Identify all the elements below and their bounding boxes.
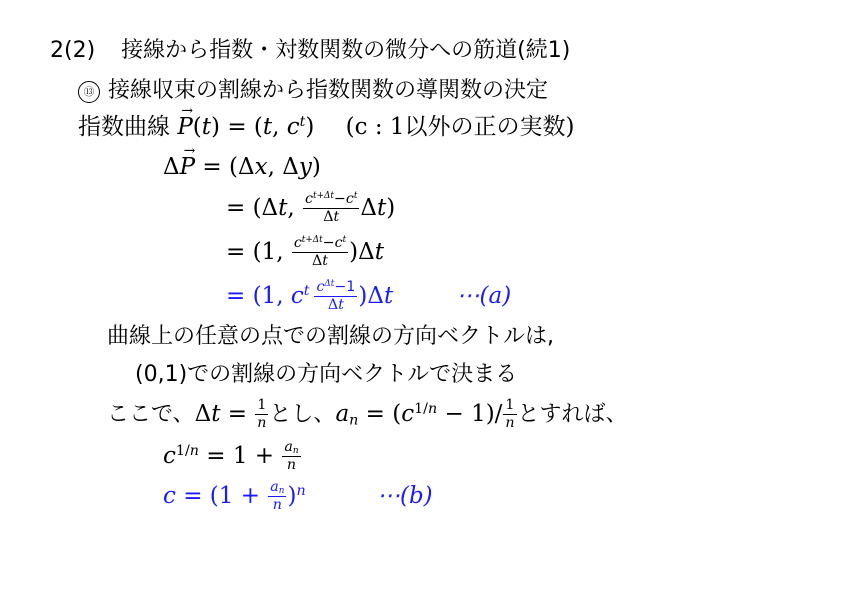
vector-p-symbol: → P xyxy=(177,116,192,139)
curve-label: 指数曲線 xyxy=(78,114,170,140)
here-text: ここで、 xyxy=(107,401,195,427)
subtitle-line xyxy=(78,80,548,103)
curve-note: (c : 1以外の正の実数) xyxy=(345,114,575,140)
subtitle-text: 接線収束の割線から指数関数の導関数の決定 xyxy=(108,78,549,103)
equation-label-b: ⋯(b) xyxy=(376,482,433,509)
section-number: 2(2) xyxy=(50,38,96,63)
slide-title xyxy=(50,40,570,62)
tosureba-text: とすれば、 xyxy=(517,401,628,427)
title-text: 接線から指数・対数関数の微分への筋道(続1) xyxy=(121,38,571,63)
toshi-text: とし、 xyxy=(269,401,336,427)
equation-b: c = (1 + $\frac{a_n}{n}$ )$^n$ ⋯(b) xyxy=(163,479,433,513)
difference-quotient-fraction: $\frac{c^{t+\Delta t}-c^t}{\Delta t}$ xyxy=(305,191,358,225)
secant-direction-text: 曲線上の任意の点での割線の方向ベクトルは, xyxy=(107,324,554,349)
equation-step-2: = (1, $\frac{c^{t+\Delta t}-c^t}{\Delta t}$ )Δt xyxy=(226,235,385,269)
curve-definition: 指数曲線 → P(t) = (t, $c^t$) (c : 1以外の正の実数) xyxy=(78,116,575,139)
substitution-line: ここで、Δt = $\frac{1}{n}$ とし、$a_n = (c^{1/n} - 1)/$ $\frac{1}{n}$ とすれば、 xyxy=(107,397,628,431)
equation-delta-p: Δ→ P = (Δx, Δy) xyxy=(163,156,321,179)
equation-label-a: ⋯(a) xyxy=(456,282,512,309)
equation-a: = (1, $c^t$ $\frac{c^{\Delta t}-1}{\Delta t}$ )Δt ⋯(a) xyxy=(226,279,512,313)
equation-c-power: $c^{1/n} = 1$ + $\frac{a_n}{n}$ xyxy=(163,439,299,473)
origin-direction-text: (0,1)での割線の方向ベクトルで決まる xyxy=(135,362,518,387)
circled-number-icon: ⑬ xyxy=(78,81,100,103)
equation-step-1: = (Δt, $\frac{c^{t+\Delta t}-c^t}{\Delta t}$ Δt) xyxy=(226,191,396,225)
